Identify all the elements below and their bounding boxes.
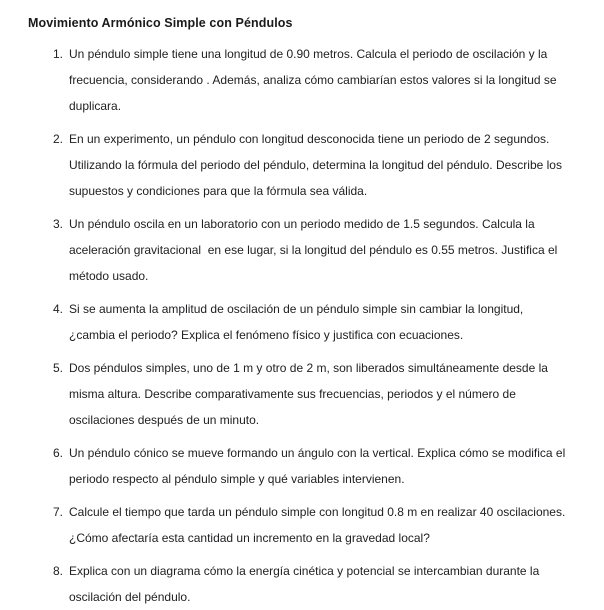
problem-text: En un experimento, un péndulo con longitud desconocida tiene un periodo de 2 segundos. Utilizando la fórmula del periodo del péndulo, determina la longitud del péndulo. Describe los supuestos y condiciones para que la fórmula sea válida. <box>69 132 566 198</box>
list-item <box>54 558 572 610</box>
problem-list <box>28 41 572 610</box>
problem-text: Un péndulo cónico se mueve formando un ángulo con la vertical. Explica cómo se modifica el periodo respecto al péndulo simple y qué variables intervienen. <box>69 446 569 486</box>
list-item <box>54 296 572 348</box>
problem-text: Un péndulo oscila en un laboratorio con un periodo medido de 1.5 segundos. Calcula la aceleración gravitacional en ese lugar, si la longitud del péndulo es 0.55 metros. Justifica el método usado. <box>69 217 561 283</box>
problem-text: Si se aumenta la amplitud de oscilación de un péndulo simple sin cambiar la longitud, ¿cambia el periodo? Explica el fenómeno físico y justifica con ecuaciones. <box>69 302 527 342</box>
list-item <box>54 355 572 433</box>
list-item <box>54 440 572 492</box>
list-item <box>54 41 572 119</box>
page-title: Movimiento Armónico Simple con Péndulos <box>28 16 293 30</box>
list-item <box>54 211 572 289</box>
problem-text: Calcule el tiempo que tarda un péndulo simple con longitud 0.8 m en realizar 40 oscilaciones. ¿Cómo afectaría esta cantidad un incremento en la gravedad local? <box>69 505 569 545</box>
problem-text: Explica con un diagrama cómo la energía cinética y potencial se intercambian durante la oscilación del péndulo. <box>69 564 543 604</box>
list-item <box>54 126 572 204</box>
list-item <box>54 499 572 551</box>
problem-text: Un péndulo simple tiene una longitud de 0.90 metros. Calcula el periodo de oscilación y la frecuencia, considerando . Además, analiza cómo cambiarían estos valores si la longitud se duplicara. <box>69 47 560 113</box>
problem-text: Dos péndulos simples, uno de 1 m y otro de 2 m, son liberados simultáneamente desde la misma altura. Describe comparativamente sus frecuencias, periodos y el número de oscilaciones después de un minuto. <box>69 361 552 427</box>
